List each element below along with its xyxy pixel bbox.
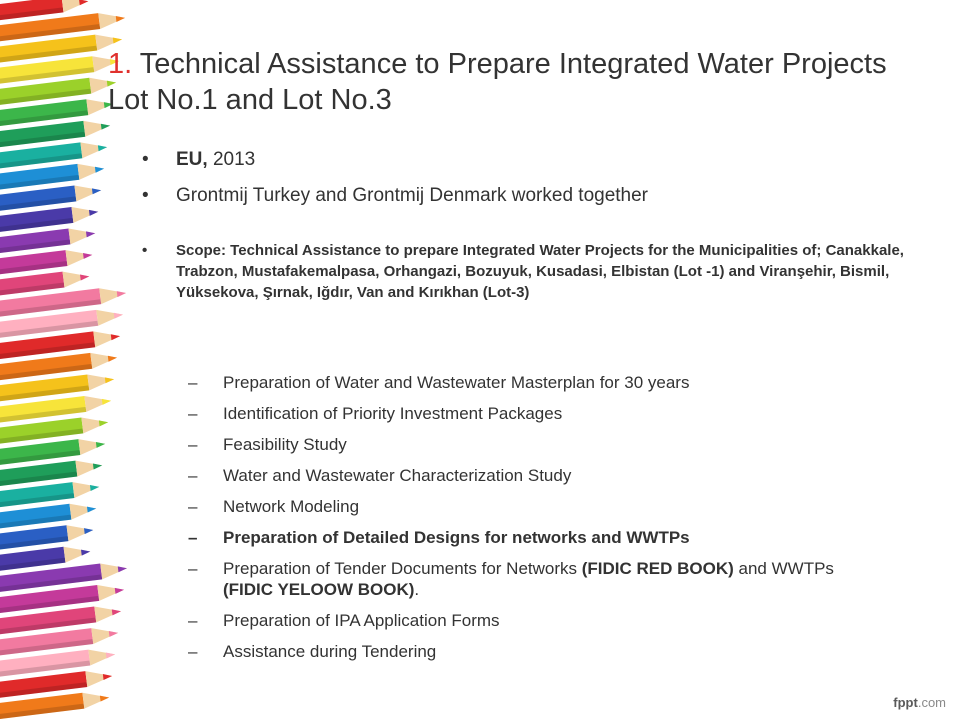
sub-item: – Water and Wastewater Characterization Study (188, 466, 572, 485)
title-text: Technical Assistance to Prepare Integrated Water Projects Lot No.1 and Lot No.3 (108, 48, 887, 116)
sub-item: – Network Modeling (188, 497, 360, 516)
sub-item: – Preparation of Water and Wastewater Masterplan for 30 years (188, 373, 690, 392)
sub-item: – Feasibility Study (188, 435, 347, 454)
bullet-scope-text: Scope: Technical Assistance to prepare Integrated Water Projects for the Municipalities of; Canakkale, Trabzon, Mustafakemalpasa, Orhangazi, Bozuyuk, Kusadasi, Elbistan (Lot -1) and Viranşehir, Bismil, Yüksekova, Şırnak, Iğdır, Van and Kırıkhan (Lot-3) (176, 242, 904, 301)
sub-item: – Identification of Priority Investment Packages (188, 404, 563, 423)
bullet-grontmij (142, 184, 932, 208)
bullet-eu (142, 148, 932, 172)
sub-bullet-list (188, 372, 868, 672)
sub-item-bold: – Preparation of Detailed Designs for networks and WWTPs (188, 528, 690, 547)
bullet-eu-year: 2013 (207, 149, 256, 170)
bullet-scope (142, 240, 932, 303)
sub-item-tender: – Preparation of Tender Documents for Networks (FIDIC RED BOOK) and WWTPs (FIDIC YELOOW BOOK). (188, 559, 834, 599)
bullet-dot: • (142, 185, 149, 206)
main-bullet-list (142, 148, 932, 303)
bullet-eu-label: EU, (176, 149, 208, 170)
bullet-dot: • (142, 242, 148, 259)
sub-item: – Assistance during Tendering (188, 642, 437, 661)
footer-logo: fppt.com (893, 695, 946, 710)
bullet-grontmij-text: Grontmij Turkey and Grontmij Denmark worked together (176, 185, 649, 206)
bullet-dot: • (142, 149, 149, 170)
slide-title (108, 46, 908, 118)
title-number: 1. (108, 48, 133, 80)
sub-item: – Preparation of IPA Application Forms (188, 611, 500, 630)
